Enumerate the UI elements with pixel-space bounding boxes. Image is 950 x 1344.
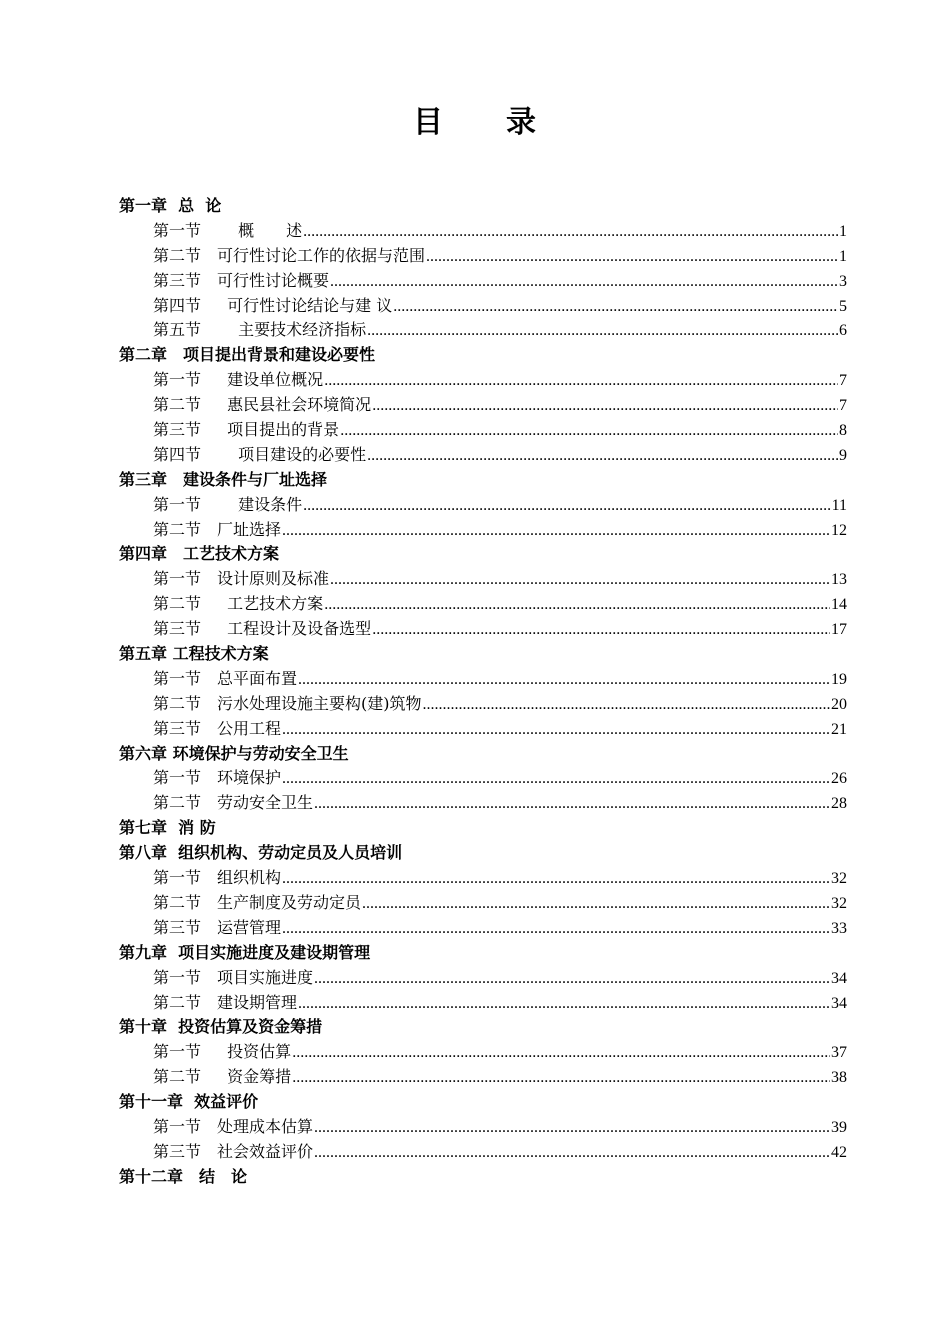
toc-section-entry[interactable] [119,1065,847,1090]
toc-section-entry[interactable] [119,866,847,891]
toc-page-number: 14 [831,596,847,614]
toc-section-entry[interactable] [119,219,847,244]
toc-section-label: 第三节 社会效益评价 [153,1141,314,1161]
toc-section-entry[interactable] [119,766,847,791]
toc-section-label: 第三节 可行性讨论概要 [153,270,330,290]
toc-section-label: 第一节 建设单位概况 [153,370,324,390]
dot-leader [298,992,830,1017]
toc-page-number: 1 [839,247,847,265]
dot-leader [303,494,831,519]
dot-leader [340,419,838,444]
toc-section-entry[interactable] [119,1140,847,1165]
toc-section-label: 第五节 主要技术经济指标 [153,320,367,340]
toc-section-entry[interactable] [119,393,847,418]
toc-section-entry[interactable] [119,916,847,941]
toc-page-number: 26 [831,770,847,788]
toc-page-number: 37 [831,1044,847,1062]
toc-section-entry[interactable] [119,244,847,269]
toc-chapter-heading[interactable]: 第三章 建设条件与厂址选择 [119,469,328,489]
toc-page-number: 19 [831,670,847,688]
toc-section-entry[interactable] [119,991,847,1016]
toc-page-number: 17 [831,621,847,639]
toc-page-number: 39 [831,1118,847,1136]
toc-section-label: 第三节 运营管理 [153,917,282,937]
toc-section-entry[interactable] [119,692,847,717]
toc-section-entry[interactable] [119,1115,847,1140]
toc-section-label: 第一节 建设条件 [153,494,303,514]
toc-section-label: 第一节 环境保护 [153,768,282,788]
dot-leader [282,718,830,743]
toc-section-label: 第四节 可行性讨论结论与建 议 [153,295,393,315]
toc-section-label: 第二节 可行性讨论工作的依据与范围 [153,245,426,265]
toc-page-number: 21 [831,720,847,738]
toc-section-entry[interactable] [119,617,847,642]
toc-section-label: 第一节 投资估算 [153,1042,292,1062]
toc-section-label: 第三节 项目提出的背景 [153,420,340,440]
dot-leader [362,892,830,917]
toc-section-label: 第三节 公用工程 [153,718,282,738]
toc-page-number: 1 [839,222,847,240]
toc-section-label: 第二节 劳动安全卫生 [153,793,314,813]
toc-page-number: 33 [831,919,847,937]
toc-section-label: 第二节 污水处理设施主要构(建)筑物 [153,693,422,713]
toc-page-number: 28 [831,795,847,813]
toc-chapter-heading[interactable]: 第五章 工程技术方案 [119,644,269,664]
toc-section-label: 第一节 组织机构 [153,868,282,888]
toc-page-number: 5 [839,297,847,315]
dot-leader [426,245,838,270]
toc-section-label: 第二节 惠民县社会环境简况 [153,395,372,415]
dot-leader [372,618,830,643]
toc-section-entry[interactable] [119,269,847,294]
toc-page-number: 3 [839,272,847,290]
toc-section-entry[interactable] [119,368,847,393]
toc-page-number: 7 [839,372,847,390]
toc-chapter-heading[interactable]: 第二章 项目提出背景和建设必要性 [119,345,376,365]
toc-section-label: 第一节 项目实施进度 [153,967,314,987]
toc-page-number: 34 [831,969,847,987]
dot-leader [367,319,838,344]
toc-section-label: 第一节 处理成本估算 [153,1116,314,1136]
dot-leader [314,967,830,992]
dot-leader [314,792,830,817]
toc-chapter-heading[interactable]: 第七章 消 防 [119,818,216,838]
toc-chapter-heading[interactable]: 第十二章 结 论 [119,1166,248,1186]
toc-section-entry[interactable] [119,891,847,916]
toc-section-entry[interactable] [119,791,847,816]
toc-section-entry[interactable] [119,717,847,742]
toc-section-entry[interactable] [119,518,847,543]
dot-leader [324,369,838,394]
dot-leader [324,593,830,618]
toc-page-number: 38 [831,1069,847,1087]
toc-page-number: 34 [831,994,847,1012]
dot-leader [298,668,830,693]
dot-leader [423,693,831,718]
dot-leader [314,1116,830,1141]
toc-page-number: 7 [839,397,847,415]
toc-page-number: 20 [831,695,847,713]
toc-page-number: 13 [831,571,847,589]
toc-section-label: 第一节 概 述 [153,220,303,240]
toc-page-number: 6 [839,322,847,340]
dot-leader [330,270,838,295]
dot-leader [303,220,838,245]
toc-section-entry[interactable] [119,418,847,443]
toc-page-number: 8 [839,422,847,440]
toc-section-entry[interactable] [119,318,847,343]
toc-chapter-heading[interactable]: 第八章 组织机构、劳动定员及人员培训 [119,843,403,863]
toc-section-label: 第三节 工程设计及设备选型 [153,619,372,639]
dot-leader [282,917,830,942]
toc-section-label: 第二节 工艺技术方案 [153,594,324,614]
dot-leader [292,1066,830,1091]
toc-section-label: 第一节 总平面布置 [153,668,298,688]
dot-leader [282,767,830,792]
toc-page-number: 11 [831,496,847,514]
toc-section-entry[interactable] [119,667,847,692]
toc-chapter-heading[interactable]: 第十一章 效益评价 [119,1092,259,1112]
toc-chapter-heading[interactable]: 第四章 工艺技术方案 [119,544,280,564]
page-title: 目 录 [413,105,537,140]
toc-section-label: 第四节 项目建设的必要性 [153,444,367,464]
toc-section-entry[interactable] [119,567,847,592]
dot-leader [367,444,838,469]
toc-section-entry[interactable] [119,1040,847,1065]
toc-section-entry[interactable] [119,966,847,991]
toc-chapter-heading[interactable]: 第十章 投资估算及资金筹措 [119,1017,323,1037]
table-of-contents [119,194,847,1190]
toc-section-label: 第二节 资金筹措 [153,1067,292,1087]
dot-leader [282,867,830,892]
toc-chapter-heading[interactable]: 第六章 环境保护与劳动安全卫生 [119,743,349,763]
dot-leader [282,519,830,544]
toc-page-number: 9 [839,446,847,464]
toc-section-label: 第二节 建设期管理 [153,992,298,1012]
toc-page-number: 42 [831,1143,847,1161]
toc-chapter-heading[interactable]: 第一章 总 论 [119,196,222,215]
toc-page-number: 32 [831,894,847,912]
toc-page-number: 12 [831,521,847,539]
dot-leader [393,295,838,320]
dot-leader [330,568,830,593]
toc-section-label: 第一节 设计原则及标准 [153,569,330,589]
dot-leader [314,1141,830,1166]
toc-section-entry[interactable] [119,592,847,617]
toc-section-label: 第二节 生产制度及劳动定员 [153,892,362,912]
toc-section-entry[interactable] [119,294,847,319]
toc-page-number: 32 [831,870,847,888]
dot-leader [372,394,838,419]
toc-section-entry[interactable] [119,493,847,518]
toc-chapter-heading[interactable]: 第九章 项目实施进度及建设期管理 [119,942,371,962]
toc-section-label: 第二节 厂址选择 [153,519,282,539]
toc-section-entry[interactable] [119,443,847,468]
dot-leader [292,1041,830,1066]
